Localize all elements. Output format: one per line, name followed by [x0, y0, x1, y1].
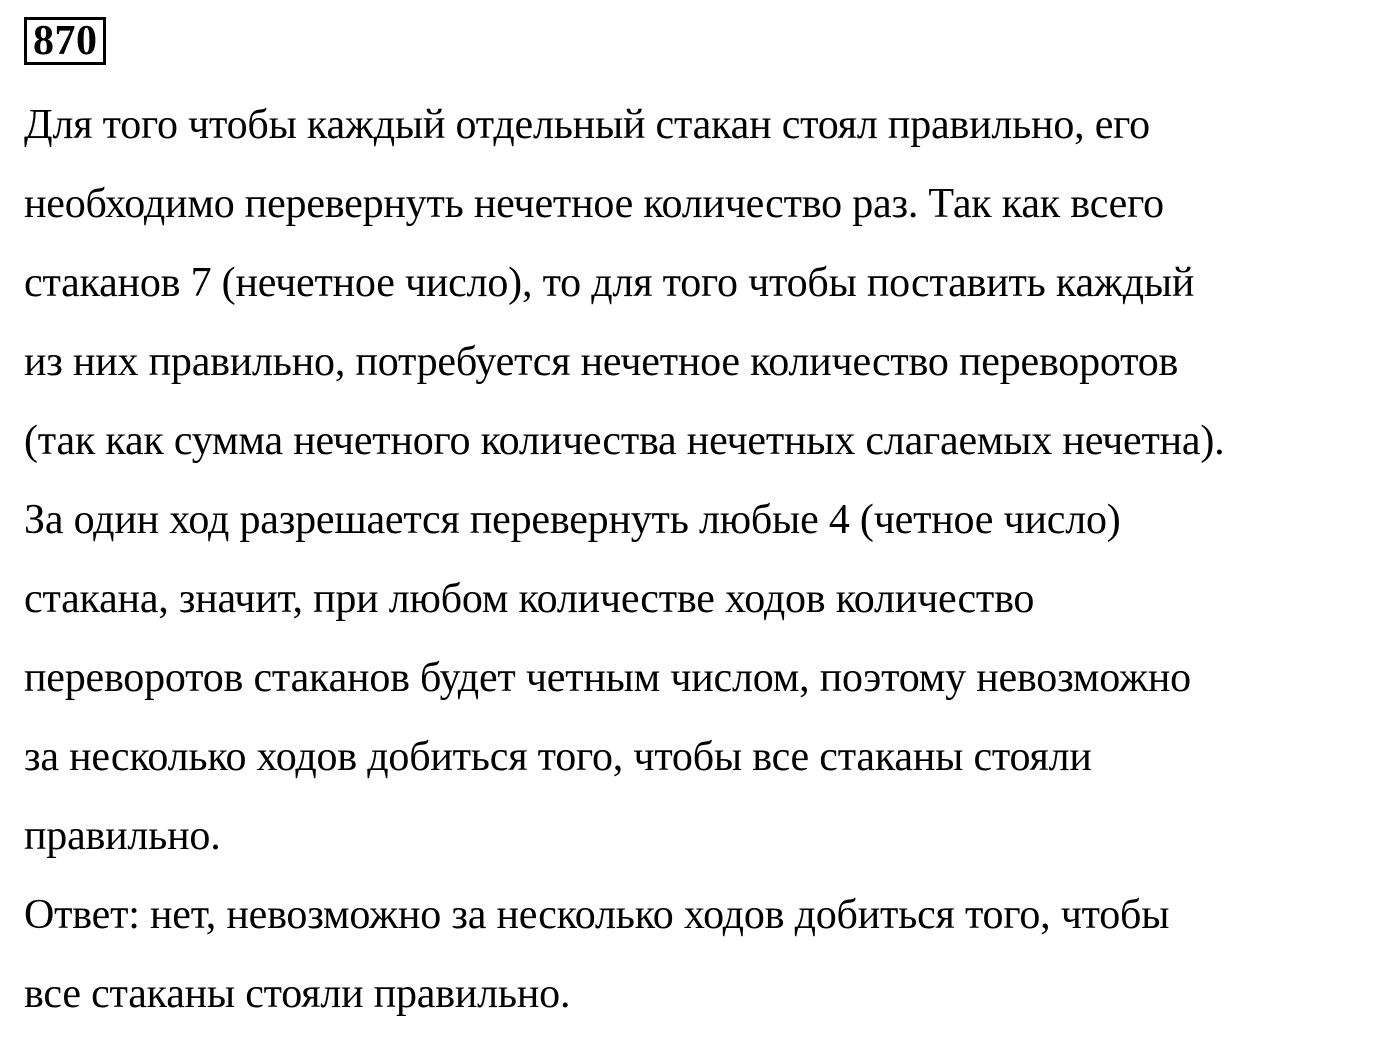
solution-line: стаканов 7 (нечетное число), то для того чтобы поставить каждый	[24, 260, 1195, 306]
solution-line: необходимо перевернуть нечетное количество раз. Так как всего	[24, 181, 1164, 227]
solution-line: за несколько ходов добиться того, чтобы все стаканы стояли	[24, 734, 1092, 780]
solution-line: Для того чтобы каждый отдельный стакан стоял правильно, его	[24, 102, 1150, 148]
solution-line: (так как сумма нечетного количества нечетных слагаемых нечетна).	[24, 418, 1225, 464]
solution-line: правильно.	[24, 813, 221, 859]
solution-line: переворотов стаканов будет четным числом, поэтому невозможно	[24, 655, 1191, 701]
solution-line: За один ход разрешается перевернуть любые 4 (четное число)	[24, 497, 1121, 543]
answer-line: Ответ: нет, невозможно за несколько ходов добиться того, чтобы	[24, 892, 1170, 938]
problem-number-badge: 870	[24, 17, 106, 65]
solution-text	[24, 86, 1394, 1034]
answer-line: все стаканы стояли правильно.	[24, 971, 571, 1017]
solution-line: из них правильно, потребуется нечетное количество переворотов	[24, 339, 1179, 385]
solution-line: стакана, значит, при любом количестве ходов количество	[24, 576, 1035, 622]
